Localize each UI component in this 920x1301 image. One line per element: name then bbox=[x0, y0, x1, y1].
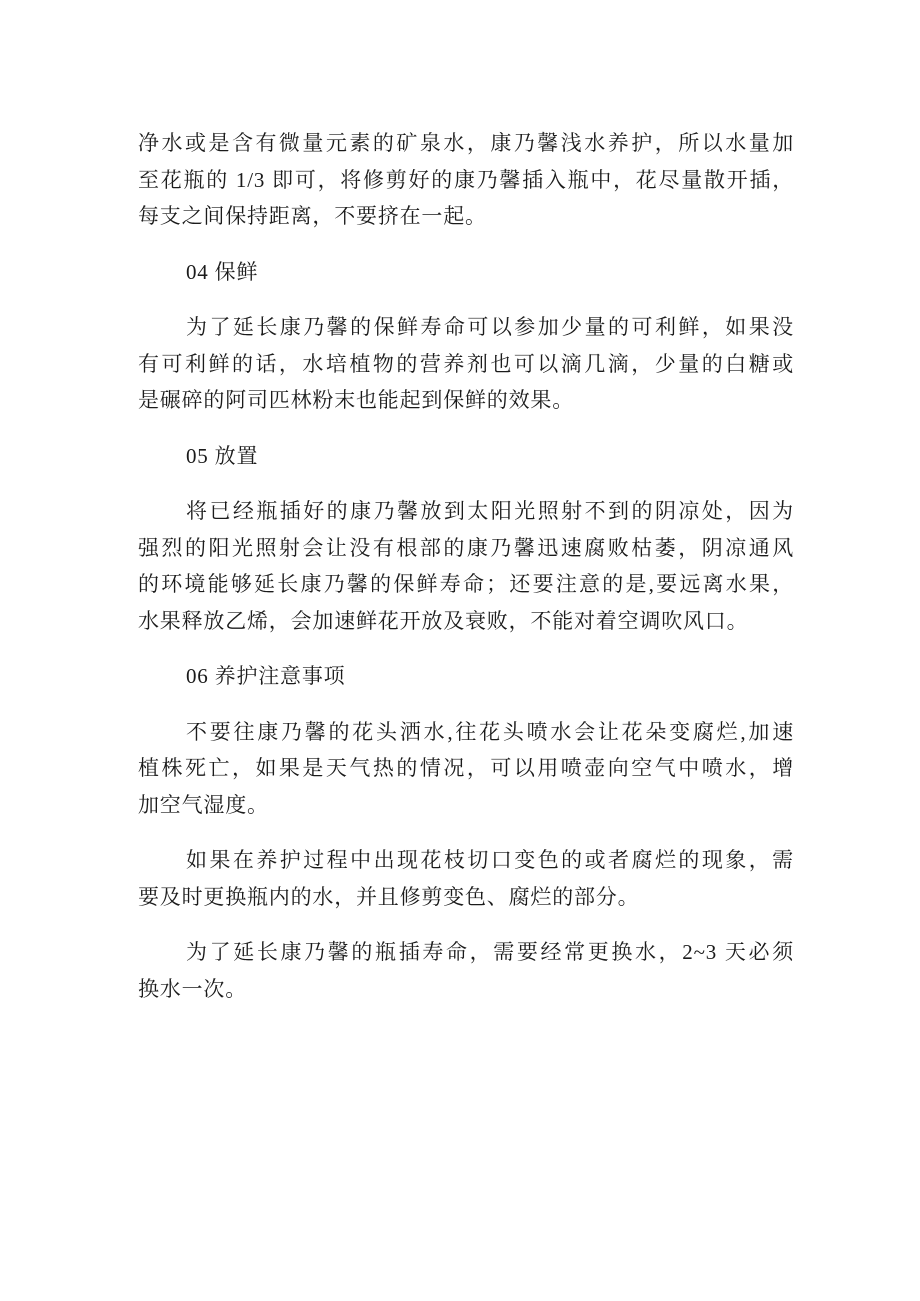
paragraph bbox=[138, 934, 794, 1007]
text-line: 有可利鲜的话，水培植物的营养剂也可以滴几滴，少量的白糖或 bbox=[138, 351, 794, 376]
text-line: 将已经瓶插好的康乃馨放到太阳光照射不到的阴凉处，因为 bbox=[186, 499, 794, 523]
text-line: 为了延长康乃馨的瓶插寿命，需要经常更换水，2~3 天必须 bbox=[186, 940, 794, 964]
text-line: 植株死亡，如果是天气热的情况，可以用喷壶向空气中喷水，增 bbox=[138, 756, 794, 780]
text-line: 净水或是含有微量元素的矿泉水，康乃馨浅水养护，所以水量加 bbox=[138, 131, 794, 155]
text-line: 换水一次。 bbox=[138, 976, 247, 1001]
section-heading: 06 养护注意事项 bbox=[186, 664, 346, 688]
document-body bbox=[138, 125, 794, 1026]
paragraph bbox=[138, 309, 794, 419]
text-line: 不要往康乃馨的花头洒水,往花头喷水会让花朵变腐烂,加速 bbox=[186, 719, 794, 744]
text-line: 至花瓶的 1/3 即可，将修剪好的康乃馨插入瓶中，花尽量散开插， bbox=[138, 167, 794, 192]
text-line: 水果释放乙烯，会加速鲜花开放及衰败，不能对着空调吹风口。 bbox=[138, 608, 749, 633]
paragraph bbox=[138, 125, 794, 235]
text-line: 如果在养护过程中出现花枝切口变色的或者腐烂的现象，需 bbox=[186, 848, 794, 872]
section-heading: 05 放置 bbox=[186, 443, 259, 468]
text-line: 强烈的阳光照射会让没有根部的康乃馨迅速腐败枯萎，阴凉通风 bbox=[138, 535, 794, 560]
section-heading: 04 保鲜 bbox=[186, 259, 259, 284]
text-line: 每支之间保持距离，不要挤在一起。 bbox=[138, 204, 487, 228]
text-line: 的环境能够延长康乃馨的保鲜寿命；还要注意的是,要远离水果， bbox=[138, 572, 794, 596]
text-line: 是碾碎的阿司匹林粉末也能起到保鲜的效果。 bbox=[138, 388, 574, 412]
text-line: 要及时更换瓶内的水，并且修剪变色、腐烂的部分。 bbox=[138, 884, 640, 909]
paragraph bbox=[138, 493, 794, 639]
text-line: 加空气湿度。 bbox=[138, 792, 269, 817]
paragraph bbox=[138, 842, 794, 915]
text-line: 为了延长康乃馨的保鲜寿命可以参加少量的可利鲜，如果没 bbox=[186, 315, 794, 339]
paragraph bbox=[138, 714, 794, 824]
